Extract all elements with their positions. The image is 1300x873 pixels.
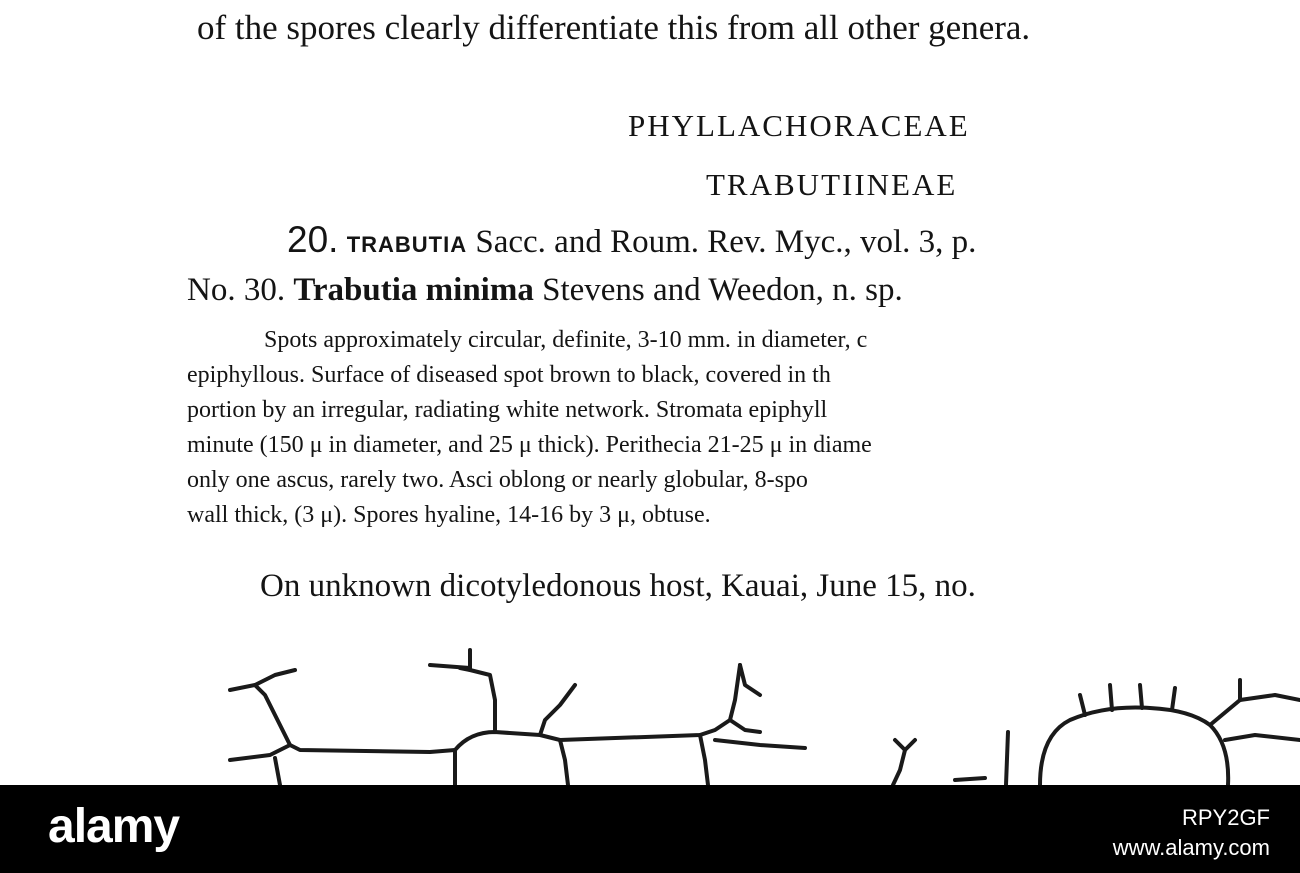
species-authority: Stevens and Weedon, n. sp. xyxy=(542,272,903,308)
network-strand xyxy=(1110,685,1112,710)
network-illustration xyxy=(0,640,1300,785)
network-strand xyxy=(1080,695,1085,715)
network-strand xyxy=(430,665,470,668)
network-strand xyxy=(455,665,740,750)
watermark-url: www.alamy.com xyxy=(1112,835,1270,860)
network-strand xyxy=(955,778,985,780)
network-strand xyxy=(1040,708,1228,786)
watermark-logo: alamy xyxy=(48,800,180,853)
genus-name: TRABUTIA xyxy=(346,232,468,257)
description-line: Spots approximately circular, definite, 3-10 mm. in diameter, c xyxy=(264,327,868,353)
watermark-bar xyxy=(0,785,1300,873)
species-name: Trabutia minima xyxy=(293,272,534,308)
network-strand xyxy=(255,670,295,685)
network-strand xyxy=(893,750,905,785)
network-strand xyxy=(275,758,280,785)
network-strand xyxy=(740,665,760,695)
host-line: On unknown dicotyledonous host, Kauai, June 15, no. xyxy=(260,568,976,604)
network-strand xyxy=(730,720,760,732)
network-strand xyxy=(700,735,708,785)
genus-citation: Sacc. and Roum. Rev. Myc., vol. 3, p. xyxy=(475,224,977,260)
network-strand xyxy=(1006,732,1008,785)
network-strand xyxy=(540,685,575,735)
genus-entry xyxy=(287,219,976,261)
network-strand xyxy=(1225,735,1300,740)
description-line: minute (150 μ in diameter, and 25 μ thick). Perithecia 21-25 μ in diame xyxy=(187,432,872,458)
network-strand xyxy=(1210,695,1300,725)
genus-number: 20. xyxy=(287,219,339,260)
description-line: portion by an irregular, radiating white network. Stromata epiphyll xyxy=(187,397,828,423)
network-strand xyxy=(230,745,290,760)
network-strand xyxy=(460,668,495,732)
description-line: wall thick, (3 μ). Spores hyaline, 14-16 by 3 μ, obtuse. xyxy=(187,502,711,528)
tribe-heading: TRABUTIINEAE xyxy=(706,167,958,202)
network-strand xyxy=(1172,688,1175,710)
description-line: only one ascus, rarely two. Asci oblong or nearly globular, 8-spo xyxy=(187,467,808,493)
species-entry xyxy=(187,272,903,309)
family-heading: PHYLLACHORACEAE xyxy=(628,108,970,143)
network-strand xyxy=(715,740,805,748)
network-strand xyxy=(230,685,455,752)
network-strand xyxy=(560,740,568,785)
network-strand xyxy=(1140,685,1142,708)
intro-line: of the spores clearly differentiate this from all other genera. xyxy=(197,8,1031,47)
watermark-image-id: RPY2GF xyxy=(1181,805,1270,830)
description-line: epiphyllous. Surface of diseased spot brown to black, covered in th xyxy=(187,362,831,388)
species-number: No. 30. xyxy=(187,272,286,308)
